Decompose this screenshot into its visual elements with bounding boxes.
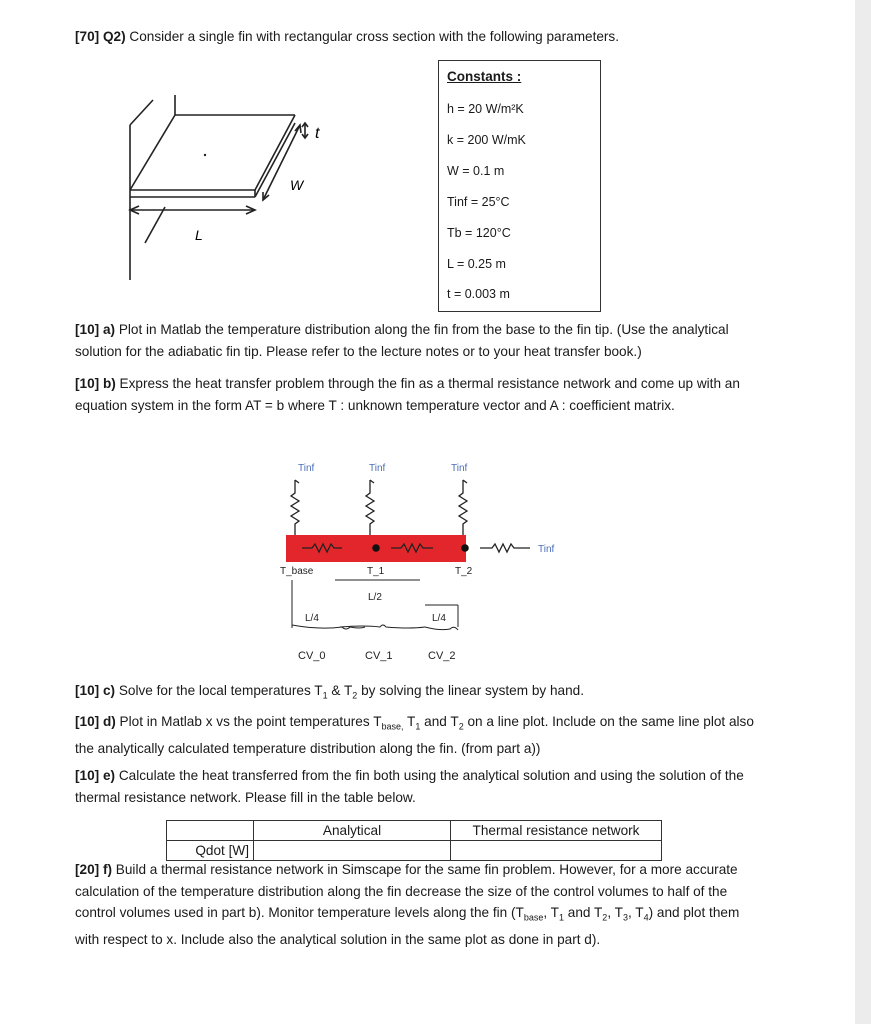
part-f-sub: 3: [622, 912, 628, 923]
part-f-text: ) and plot them with respect to x. Include also the analytical solution in the same plot as done in part d).: [75, 905, 740, 948]
tinf-label-right: Tinf: [538, 544, 555, 555]
node-label-t1: T_1: [367, 566, 385, 577]
part-c-sub: 2: [352, 690, 358, 701]
part-f-sub: 1: [558, 912, 564, 923]
tinf-label-top-2: Tinf: [451, 463, 468, 474]
cv-label-1: CV_1: [365, 650, 393, 662]
table-cell-network[interactable]: [451, 841, 662, 861]
node-label-t2: T_2: [455, 566, 473, 577]
part-f-sub: base: [523, 912, 544, 923]
cv-label-0: CV_0: [298, 650, 326, 662]
spacing-label-2: L/4: [432, 613, 446, 624]
part-d-sub: 1: [415, 721, 421, 732]
part-f-var: T: [515, 905, 524, 920]
convection-resistor-1: [366, 480, 374, 535]
part-a-text: Plot in Matlab the temperature distribution along the fin from the base to the fin tip. (Use the analytical solution for the adiabatic fin tip. Please refer to the lecture notes or to your heat transfer book.): [75, 322, 729, 359]
fin-label-l: L: [195, 227, 203, 243]
cv-label-2: CV_2: [428, 650, 456, 662]
part-d: [75, 711, 755, 760]
part-f-var: , T: [543, 905, 559, 920]
tip-resistor: [480, 544, 530, 552]
part-c-text: by solving the linear system by hand.: [357, 683, 584, 698]
part-f-sub: 2: [602, 912, 608, 923]
constant-item: Tb = 120°C: [447, 226, 511, 240]
table-header-network: Thermal resistance network: [451, 821, 662, 841]
tinf-label-top-0: Tinf: [298, 463, 315, 474]
part-a-label: [10] a): [75, 322, 116, 337]
part-c-var: T: [314, 683, 323, 698]
part-f-label: [20] f): [75, 862, 113, 877]
part-e-label: [10] e): [75, 768, 116, 783]
part-f-sub: 4: [643, 912, 649, 923]
convection-resistor-2: [459, 480, 467, 535]
constant-item: L = 0.25 m: [447, 257, 506, 271]
part-e: [75, 765, 755, 808]
table-corner-cell: [167, 821, 254, 841]
part-e-text: Calculate the heat transferred from the fin both using the analytical solution and using the solution of the thermal resistance network. Please fill in the table below.: [75, 768, 744, 805]
resistance-network-diagram: [270, 455, 580, 665]
constant-item: t = 0.003 m: [447, 287, 510, 301]
page-right-margin: [855, 0, 871, 1024]
part-d-text: on a line plot. Include on the same line plot also the analytically calculated temperature distribution along the fin. (from part a)): [75, 714, 754, 757]
part-f-text: Build a thermal resistance network in Simscape for the same fin problem. However, for a more accurate calculation of the temperature distribution along the fin decrease the size of the control volumes to half of the control volumes used in part b). Monitor temperature levels along the fin (: [75, 862, 738, 920]
part-c-label: [10] c): [75, 683, 116, 698]
part-d-sub: base,: [381, 721, 404, 732]
question-text: Consider a single fin with rectangular cross section with the following parameters.: [125, 29, 620, 44]
part-d-text: and: [420, 714, 451, 729]
part-d-var: T: [373, 714, 382, 729]
part-f-text: and T: [564, 905, 603, 920]
part-a: [75, 319, 755, 362]
part-c-text: &: [327, 683, 344, 698]
constants-title: Constants :: [447, 69, 522, 84]
node-t1: [372, 544, 380, 552]
part-d-label: [10] d): [75, 714, 116, 729]
part-d-sub: 2: [458, 721, 464, 732]
fin-figure: [115, 85, 335, 290]
part-c-sub: 1: [322, 690, 328, 701]
part-b-label: [10] b): [75, 376, 116, 391]
part-c-text: Solve for the local temperatures: [115, 683, 315, 698]
table-row-label: Qdot [W]: [167, 841, 254, 861]
spacing-label-1: L/2: [368, 592, 382, 603]
part-c-var: T: [343, 683, 353, 698]
part-f-var: , T: [627, 905, 644, 920]
tinf-label-top-1: Tinf: [369, 463, 386, 474]
question-label: [70] Q2): [75, 29, 126, 44]
part-d-text: Plot in Matlab x vs the point temperatures: [115, 714, 374, 729]
qdot-table: [166, 820, 662, 861]
fin-label-t: t: [315, 125, 320, 142]
part-d-var: T: [403, 714, 416, 729]
convection-resistor-0: [291, 480, 299, 535]
constant-item: Tinf = 25°C: [447, 195, 510, 209]
constant-item: k = 200 W/mK: [447, 133, 526, 147]
part-d-var: T: [450, 714, 459, 729]
table-cell-analytical[interactable]: [254, 841, 451, 861]
constant-item: W = 0.1 m: [447, 164, 505, 178]
fin-label-w: W: [290, 177, 304, 193]
part-f: [75, 859, 755, 951]
table-header-analytical: Analytical: [254, 821, 451, 841]
part-c: [75, 680, 755, 707]
part-f-text: , T: [607, 905, 623, 920]
node-t2: [461, 544, 469, 552]
question-header: [75, 26, 755, 48]
part-b: [75, 373, 755, 416]
constant-item: h = 20 W/m²K: [447, 102, 524, 116]
spacing-label-0: L/4: [305, 613, 319, 624]
part-b-text: Express the heat transfer problem through the fin as a thermal resistance network and come up with an equation system in the form AT = b where T : unknown temperature vector and A : coefficient matrix.: [75, 376, 740, 413]
node-label-tbase: T_base: [280, 566, 314, 577]
constants-box: [438, 60, 601, 312]
